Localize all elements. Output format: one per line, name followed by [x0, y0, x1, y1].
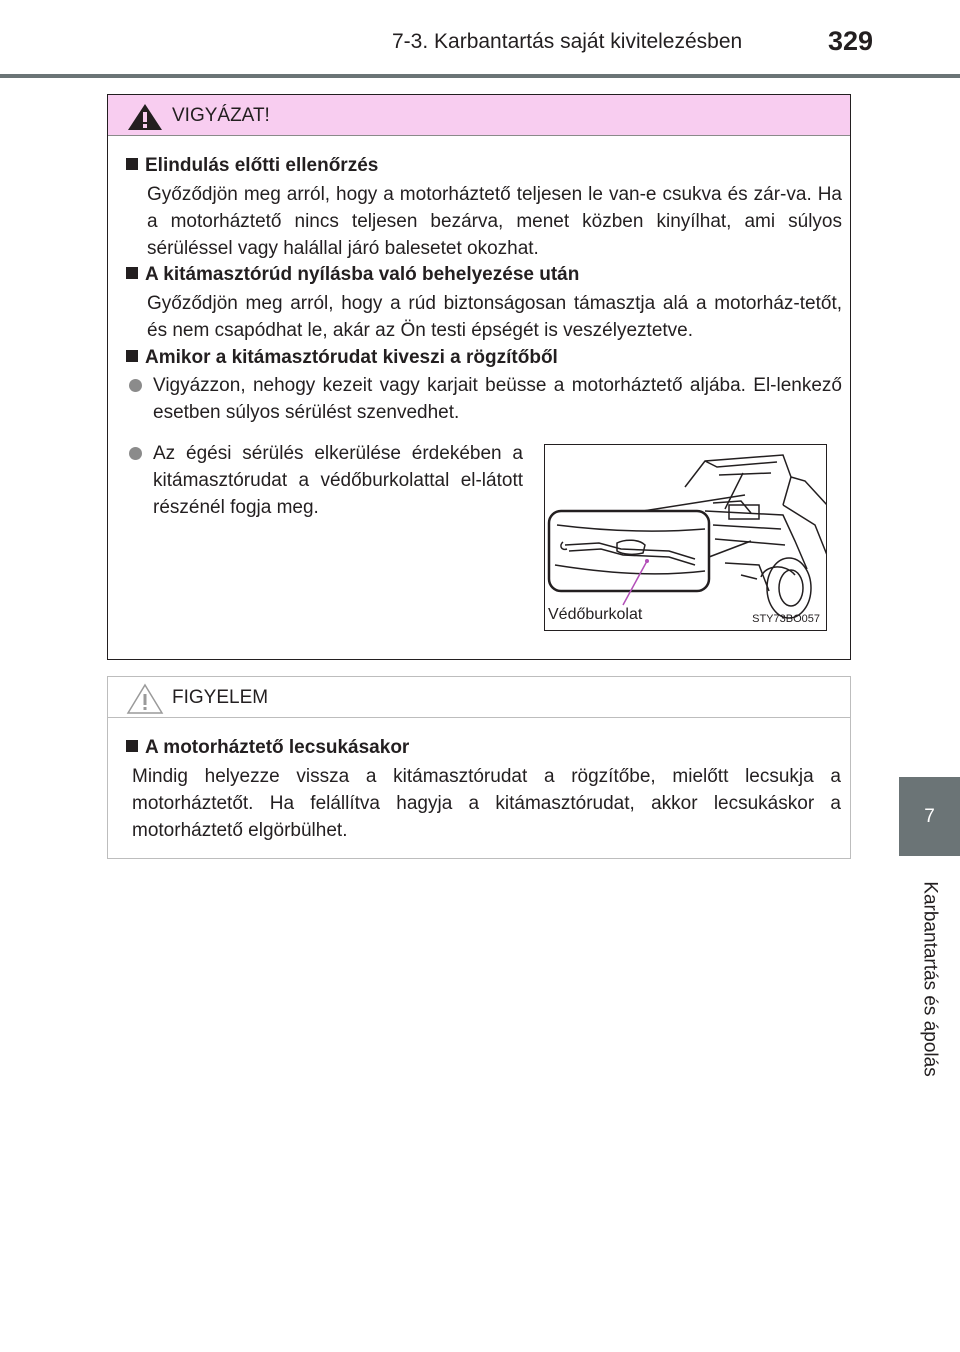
- chapter-tab: [899, 777, 960, 856]
- square-bullet-icon: [126, 158, 138, 170]
- section-heading-text: A kitámasztórúd nyílásba való behelyezése után: [145, 264, 580, 285]
- warning-triangle-icon: [126, 102, 164, 132]
- section-heading: [126, 347, 558, 369]
- chapter-title: Karbantartás és ápolás: [919, 881, 941, 1077]
- square-bullet-icon: [126, 740, 138, 752]
- section-heading-text: Amikor a kitámasztórudat kiveszi a rögzítőből: [145, 347, 558, 368]
- section-paragraph: Mindig helyezze vissza a kitámasztórudat a rögzítőbe, mielőtt lecsukja a motorháztetőt. Ha felállítva hagyja a kitámasztórudat, akkor lecsukáskor a motorháztető elgörbülhet.: [132, 766, 841, 841]
- section-paragraph: Győződjön meg arról, hogy a rúd biztonságosan támasztja alá a motorház-tetőt, és nem csapódhat le, akár az Ön testi épségét is veszélyeztetve.: [147, 293, 842, 341]
- round-bullet-icon: [129, 447, 142, 460]
- square-bullet-icon: [126, 267, 138, 279]
- section-title: 7-3. Karbantartás saját kivitelezésben: [392, 30, 743, 53]
- section-heading-text: Elindulás előtti ellenőrzés: [145, 155, 379, 176]
- notice-label: FIGYELEM: [172, 687, 269, 708]
- section-paragraph: Győződjön meg arról, hogy a motorháztető teljesen le van-e csukva és zár-va. Ha a motorháztető nincs teljesen bezárva, menet közben kinyílhat, ami súlyos sérüléssel vagy halállal járó balesetet okozhat.: [147, 184, 842, 259]
- header-rule: [0, 74, 960, 78]
- section-heading-text: A motorháztető lecsukásakor: [145, 737, 410, 758]
- square-bullet-icon: [126, 350, 138, 362]
- bullet-text: Az égési sérülés elkerülése érdekében a kitámasztórudat a védőburkolattal el-látott részénél fogja meg.: [153, 443, 523, 518]
- warning-label: VIGYÁZAT!: [172, 105, 270, 126]
- section-heading: [126, 737, 409, 759]
- notice-box: [107, 676, 851, 859]
- warning-header: [108, 95, 850, 136]
- caution-triangle-outline-icon: [126, 683, 164, 715]
- warning-box: [107, 94, 851, 660]
- page-number: 329: [828, 26, 874, 56]
- round-bullet-icon: [129, 379, 142, 392]
- hood-support-rod-illustration: [544, 444, 827, 631]
- chapter-title-vertical: [899, 866, 960, 1092]
- illustration-code: STY73BO057: [752, 613, 820, 625]
- chapter-number: 7: [924, 806, 935, 827]
- car-hood-drawing: [545, 445, 827, 631]
- bullet-text: Vigyázzon, nehogy kezeit vagy karjait beüsse a motorháztető aljába. El-lenkező esetben súlyos sérülést szenvedhet.: [153, 375, 842, 423]
- illustration-caption: Védőburkolat: [548, 606, 643, 623]
- section-heading: [126, 264, 579, 286]
- notice-header: [108, 677, 850, 718]
- section-heading: [126, 155, 378, 177]
